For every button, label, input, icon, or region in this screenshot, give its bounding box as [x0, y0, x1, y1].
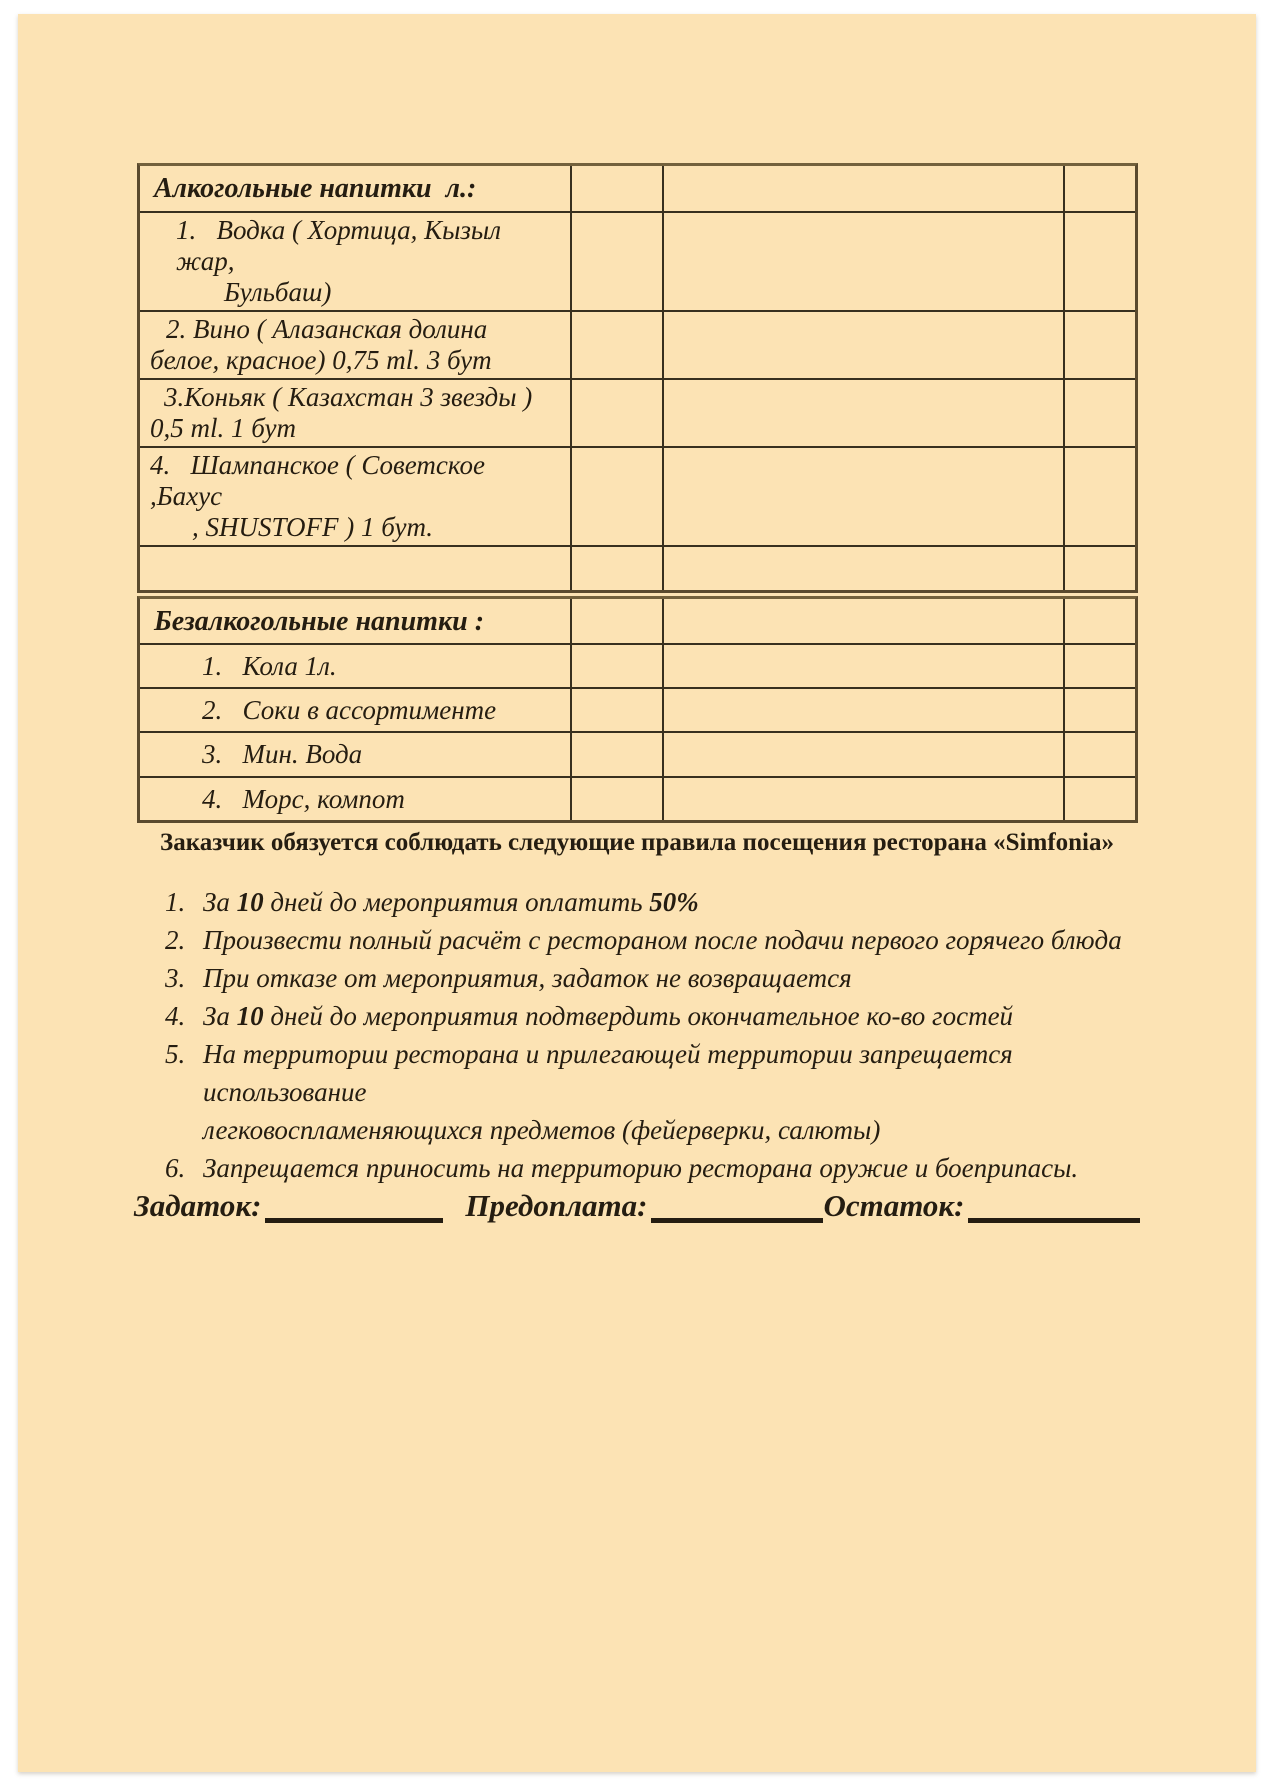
rule-line: На территории ресторана и прилегающей территории запрещается использование	[203, 1039, 1020, 1107]
rule-item-text	[203, 1149, 1125, 1187]
rule-item-number: 3.	[165, 963, 186, 993]
rule-item	[165, 921, 1125, 959]
table-cell-notes	[664, 645, 1065, 687]
table-cell-qty	[572, 778, 664, 820]
table-cell-extra	[1065, 778, 1135, 820]
table-cell-extra	[1065, 689, 1135, 731]
table-cell-text: 2. Вино ( Алазанская долина	[166, 314, 488, 344]
table-cell-notes	[664, 689, 1065, 731]
table-cell-notes	[664, 380, 1065, 446]
table-cell-qty	[572, 213, 664, 310]
table-cell-qty	[572, 312, 664, 378]
rule-item-number: 1.	[165, 887, 186, 917]
table-cell-qty	[572, 645, 664, 687]
table-cell-item	[140, 778, 572, 820]
rule-item-text	[203, 921, 1125, 959]
table-cell-text: 0,5 ml. 1 бут	[150, 413, 296, 443]
table-row	[140, 778, 1135, 820]
table-row	[140, 733, 1135, 778]
table-cell-item	[140, 733, 572, 776]
table-cell-qty	[572, 448, 664, 545]
money-field-label: Предоплата:	[465, 1188, 648, 1223]
table-cell-text: 1. Кола 1л.	[202, 650, 337, 681]
table-cell-extra	[1065, 599, 1135, 643]
table-cell-item	[140, 312, 572, 378]
table-row	[140, 166, 1135, 213]
table-cell-text: 4. Шампанское ( Советское ,Бахус	[150, 450, 492, 511]
table-cell-qty	[572, 733, 664, 776]
rule-item-text	[203, 1035, 1125, 1149]
table-cell-text: Бульбаш)	[224, 277, 332, 307]
table-cell-extra	[1065, 645, 1135, 687]
rules-list	[165, 883, 1125, 1187]
table-row	[140, 645, 1135, 689]
rule-item	[165, 1149, 1125, 1187]
table-cell-item	[140, 213, 572, 310]
rule-line: За 10 дней до мероприятия подтвердить окончательное ко-во гостей	[203, 1001, 1014, 1031]
rule-line: Произвести полный расчёт с рестораном после подачи первого горячего блюда	[203, 925, 1122, 955]
table-cell-extra	[1065, 312, 1135, 378]
rule-line: легковоспламеняющихся предметов (фейерверки, салюты)	[203, 1115, 881, 1145]
table-cell-text: 4. Морс, компот	[202, 783, 405, 814]
rule-item-text	[203, 883, 1125, 921]
table-cell-notes	[664, 547, 1065, 590]
table-cell-extra	[1065, 166, 1135, 211]
table-cell-notes	[664, 166, 1065, 211]
table-cell-extra	[1065, 733, 1135, 776]
table-cell-item	[140, 599, 572, 643]
table-cell-text: 2. Соки в ассортименте	[202, 694, 497, 725]
table-row	[140, 689, 1135, 733]
table-cell-extra	[1065, 448, 1135, 545]
beverage-table-section	[137, 163, 1138, 593]
rule-item	[165, 997, 1125, 1035]
beverage-table	[137, 163, 1138, 823]
table-cell-text: Безалкогольные напитки :	[154, 605, 485, 637]
rule-item-text	[203, 997, 1125, 1035]
rule-item	[165, 883, 1125, 921]
table-cell-item	[140, 547, 572, 590]
table-cell-text: Алкогольные напитки л.:	[154, 173, 477, 204]
table-row	[140, 547, 1135, 590]
table-row	[140, 448, 1135, 547]
rule-line: За 10 дней до мероприятия оплатить 50%	[203, 887, 699, 917]
table-cell-qty	[572, 380, 664, 446]
rule-line: При отказе от мероприятия, задаток не возвращается	[203, 963, 852, 993]
table-cell-item	[140, 166, 572, 211]
rule-item-text	[203, 959, 1125, 997]
rule-item	[165, 959, 1125, 997]
table-cell-item	[140, 689, 572, 731]
table-cell-item	[140, 380, 572, 446]
table-cell-notes	[664, 312, 1065, 378]
table-cell-item	[140, 645, 572, 687]
table-cell-qty	[572, 689, 664, 731]
table-cell-notes	[664, 213, 1065, 310]
rule-line: Запрещается приносить на территорию ресторана оружие и боеприпасы.	[203, 1153, 1079, 1183]
rule-item	[165, 1035, 1125, 1149]
table-cell-text: белое, красное) 0,75 ml. 3 бут	[150, 345, 492, 375]
table-cell-notes	[664, 733, 1065, 776]
table-cell-notes	[664, 599, 1065, 643]
money-field-blank	[968, 1192, 1140, 1223]
rule-item-number: 4.	[165, 1001, 186, 1031]
deposit-line	[134, 1186, 1140, 1226]
table-row	[140, 599, 1135, 645]
table-cell-item	[140, 448, 572, 545]
table-row	[140, 380, 1135, 448]
money-field-label: Задаток:	[134, 1188, 262, 1223]
table-row	[140, 312, 1135, 380]
table-cell-notes	[664, 778, 1065, 820]
table-cell-qty	[572, 599, 664, 643]
document-page	[18, 14, 1256, 1772]
table-cell-text: 1. Водка ( Хортица, Кызыл жар,	[176, 215, 508, 276]
money-field-blank	[651, 1192, 823, 1223]
rules-heading: Заказчик обязуется соблюдать следующие правила посещения ресторана «Simfonia»	[160, 829, 1114, 856]
beverage-table-section	[137, 596, 1138, 823]
table-cell-extra	[1065, 213, 1135, 310]
table-cell-extra	[1065, 547, 1135, 590]
table-row	[140, 213, 1135, 312]
rule-item-number: 2.	[165, 925, 186, 955]
table-cell-text: 3.Коньяк ( Казахстан 3 звезды )	[164, 382, 533, 412]
rule-item-number: 5.	[165, 1039, 186, 1069]
rule-item-number: 6.	[165, 1153, 186, 1183]
table-cell-extra	[1065, 380, 1135, 446]
table-cell-text: , SHUSTOFF ) 1 бут.	[192, 512, 434, 542]
money-field-label: Остаток:	[823, 1188, 965, 1223]
table-cell-qty	[572, 166, 664, 211]
money-field-blank	[265, 1192, 443, 1223]
table-cell-notes	[664, 448, 1065, 545]
table-cell-text: 3. Мин. Вода	[202, 739, 363, 769]
table-cell-qty	[572, 547, 664, 590]
